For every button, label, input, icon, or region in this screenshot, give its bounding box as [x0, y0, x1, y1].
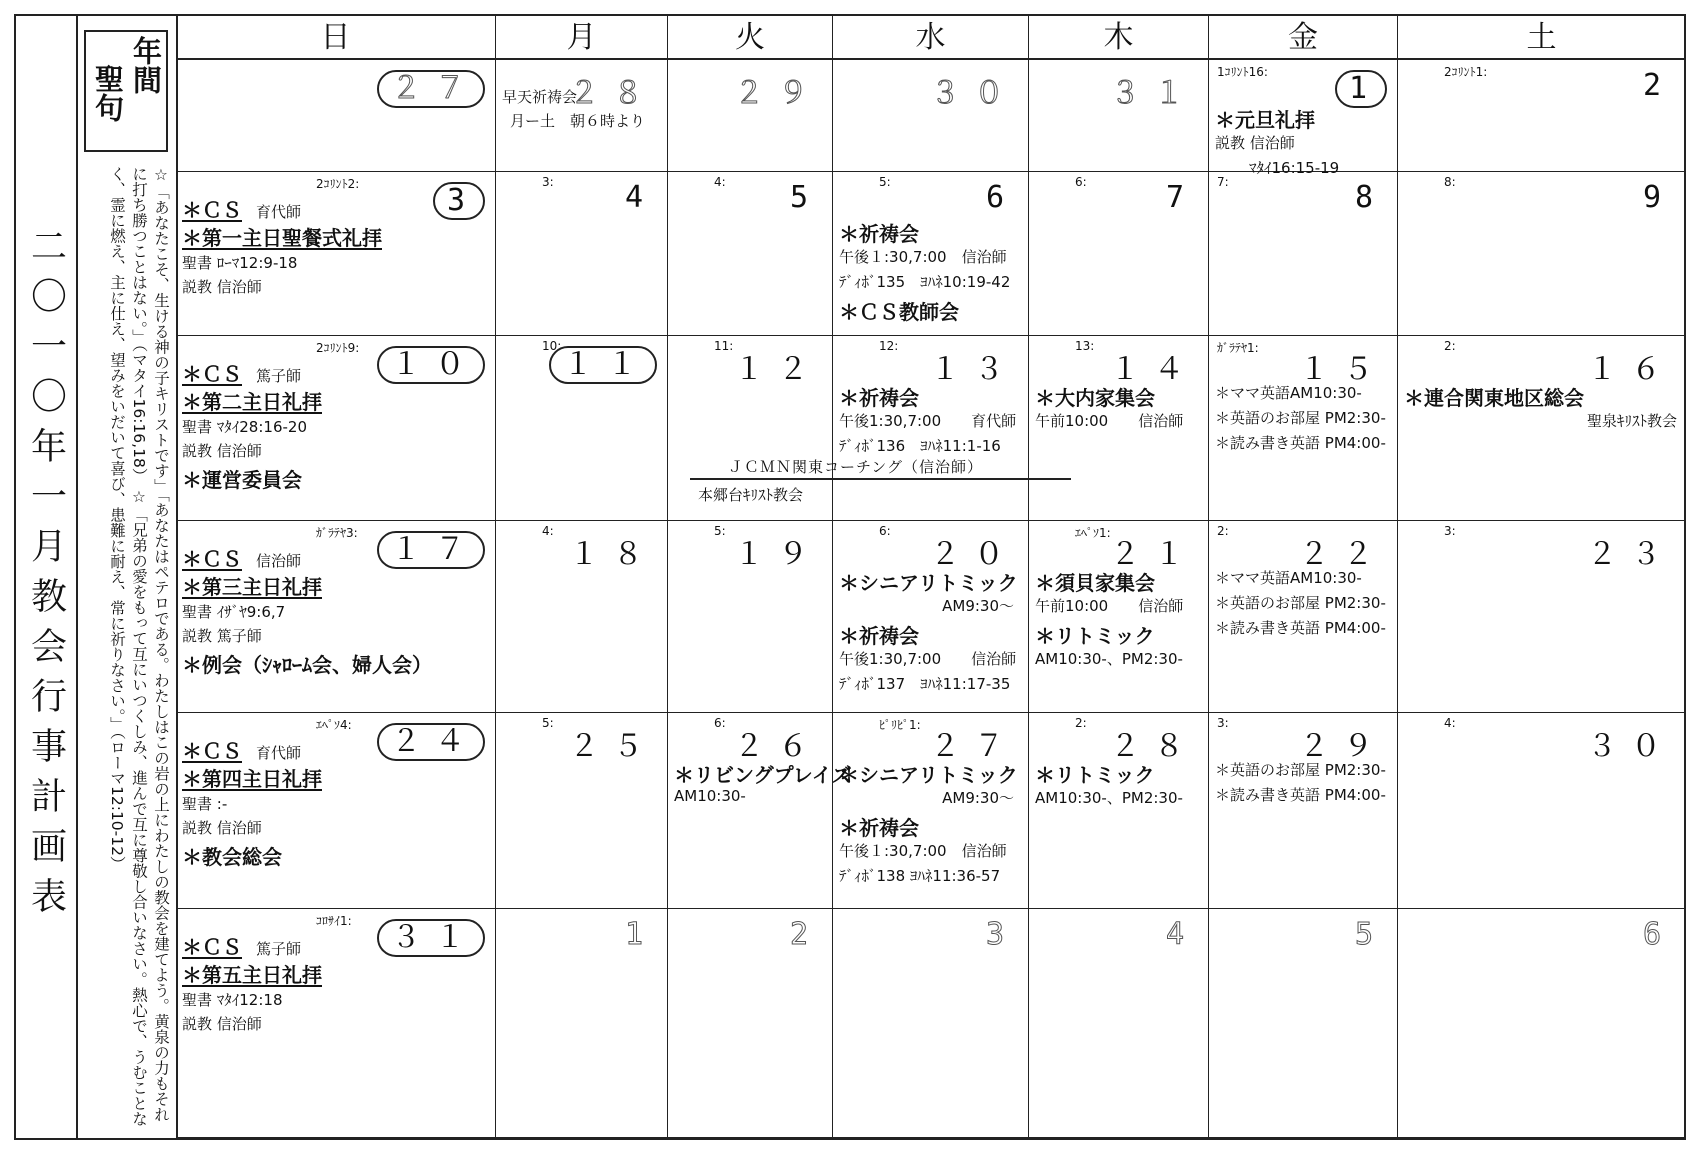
event-line: ﾃﾞｨﾎﾞ137 ﾖﾊﾈ11:17-35 [839, 675, 1011, 693]
scripture-line: 聖書 ｲｻﾞﾔ9:6,7 [182, 603, 286, 621]
daily-reading-ref: 6: [1075, 175, 1087, 189]
event-line: ＊英語のお部屋 PM2:30- [1215, 761, 1386, 779]
sermon-line: 説教 篤子師 [182, 627, 262, 645]
day-cell [1029, 521, 1209, 713]
annual-verse-column [76, 16, 178, 1138]
daily-reading-ref: ｴﾍﾟｿ4: [316, 718, 352, 732]
daily-reading-ref: 11: [714, 339, 734, 353]
daily-reading-ref: 8: [1444, 175, 1456, 189]
day-cell [496, 336, 668, 521]
day-number: ３１ [377, 919, 485, 957]
cs-line [182, 735, 301, 764]
event-line: AM10:30-、PM2:30- [1035, 650, 1183, 668]
day-cell [1209, 60, 1398, 177]
day-number: 4 [624, 180, 657, 215]
event-line: ﾃﾞｨﾎﾞ135 ﾖﾊﾈ10:19-42 [839, 273, 1011, 291]
day-cell [1398, 521, 1686, 713]
day-cell [833, 713, 1029, 909]
cs-line [182, 543, 301, 572]
event-title: ＊例会（ｼｬﾛｰﾑ会、婦人会） [182, 653, 432, 677]
daily-reading-ref: 6: [714, 716, 726, 730]
day-cell [1209, 521, 1398, 713]
event-line: AM9:30〜 [942, 789, 1014, 807]
day-number: ３１ [1110, 76, 1198, 111]
day-number: １９ [734, 537, 822, 572]
daily-reading-ref: 2: [1217, 524, 1229, 538]
day-number: ３０ [1587, 729, 1675, 764]
daily-reading-ref: 5: [542, 716, 554, 730]
day-number: ２９ [1299, 729, 1387, 764]
event-line: ﾏﾀｲ16:15-19 [1249, 159, 1340, 177]
daily-reading-ref: ｶﾞﾗﾃﾔ3: [316, 526, 358, 540]
day-number: １５ [1299, 352, 1387, 387]
daily-reading-ref: 2: [1444, 339, 1456, 353]
day-cell [668, 521, 833, 713]
sheet-title: 二〇一〇年一月教会行事計画表 [25, 227, 67, 927]
day-number: 8 [1354, 180, 1387, 215]
daily-reading-ref: 4: [1444, 716, 1456, 730]
verse-badge-line2: 聖句 [91, 64, 125, 122]
day-number: 3 [433, 182, 485, 220]
span-event-line [690, 478, 1071, 480]
day-number: 5 [789, 180, 822, 215]
day-number: ２７ [930, 729, 1018, 764]
day-cell [1398, 336, 1686, 521]
event-line: 早天祈祷会 [502, 88, 578, 106]
day-number: ２７ [377, 70, 485, 108]
calendar-grid [176, 16, 1684, 1138]
event-line: ＊英語のお部屋 PM2:30- [1215, 409, 1386, 427]
cs-teacher: 育代師 [256, 203, 302, 221]
day-number: 6 [1642, 917, 1675, 952]
day-cell [668, 172, 833, 336]
daily-reading-ref: ﾋﾟﾘﾋﾟ1: [879, 718, 921, 732]
day-cell [833, 909, 1029, 1138]
event-line: ＊読み書き英語 PM4:00- [1215, 434, 1386, 452]
day-cell [176, 172, 496, 336]
event-line: ＊ママ英語AM10:30- [1215, 384, 1362, 402]
day-number: １３ [930, 352, 1018, 387]
weekday-header: 土 [1398, 16, 1686, 60]
cs-label: ＊ＣＳ [182, 739, 242, 763]
daily-reading-ref: 1ｺﾘﾝﾄ16: [1217, 65, 1268, 79]
day-cell [176, 336, 496, 521]
sermon-line: 説教 信治師 [182, 819, 262, 837]
event-title: ＊シニアリトミック [839, 571, 1018, 595]
event-title: ＊リビングプレイズ [674, 763, 852, 787]
day-cell [833, 336, 1029, 521]
day-number: 4 [1165, 917, 1198, 952]
event-title: ＊元旦礼拝 [1215, 108, 1315, 132]
event-title: ＊シニアリトミック [839, 763, 1018, 787]
day-number: ２６ [734, 729, 822, 764]
scripture-line: 聖書 ﾛｰﾏ12:9-18 [182, 254, 298, 272]
day-cell [668, 60, 833, 172]
day-number: 2 [1642, 68, 1675, 103]
cs-teacher: 篤子師 [256, 367, 302, 385]
day-cell [1209, 336, 1398, 521]
day-number: ２８ [1110, 729, 1198, 764]
daily-reading-ref: 2ｺﾘﾝﾄ2: [316, 177, 360, 191]
annual-verse-text: ☆「あなたこそ、生ける神の子キリストです」「あなたはペテロである。わたしはこの岩の上にわたしの教会を建てよう。黄泉の力もそれに打ち勝つことはない。」（マタイ16:16,18） ☆「兄弟の愛をもって互にいつくしみ、進んで互に尊敬し合いなさい。熱心で、うむことなく、霊に燃え、主に仕え、望みをいだいて喜び、患難に耐え、常に祈りなさい。」（ローマ12:10-12） [108, 166, 170, 1127]
day-cell [496, 172, 668, 336]
cs-label: ＊ＣＳ [182, 547, 242, 571]
day-cell [496, 713, 668, 909]
scripture-line: 聖書 ﾏﾀｲ28:16-20 [182, 418, 307, 436]
event-line: AM9:30〜 [942, 597, 1014, 615]
event-title: ＊祈祷会 [839, 386, 919, 410]
daily-reading-ref: 2: [1075, 716, 1087, 730]
event-line: AM10:30- [674, 787, 746, 805]
weekday-header: 木 [1029, 16, 1209, 60]
day-cell [496, 521, 668, 713]
event-line: ＊英語のお部屋 PM2:30- [1215, 594, 1386, 612]
weekday-header: 日 [176, 16, 496, 60]
span-event-venue: 本郷台ｷﾘｽﾄ教会 [698, 486, 804, 504]
day-number: 6 [985, 180, 1018, 215]
event-title: ＊祈祷会 [839, 624, 919, 648]
weekday-header: 水 [833, 16, 1029, 60]
day-cell [1029, 60, 1209, 172]
event-line: 午後１:30,7:00 信治師 [839, 248, 1007, 266]
cs-teacher: 篤子師 [256, 940, 302, 958]
day-cell [1398, 60, 1686, 172]
verse-badge-line1: 年間 [129, 36, 163, 94]
sermon-line: 説教 信治師 [182, 442, 262, 460]
day-cell [668, 909, 833, 1138]
event-line: ＊読み書き英語 PM4:00- [1215, 619, 1386, 637]
daily-reading-ref: 2ｺﾘﾝﾄ1: [1444, 65, 1488, 79]
daily-reading-ref: 12: [879, 339, 899, 353]
day-number: ２４ [377, 723, 485, 761]
weekday-header: 火 [668, 16, 833, 60]
day-number: 5 [1354, 917, 1387, 952]
day-number: 2 [789, 917, 822, 952]
cs-label: ＊ＣＳ [182, 935, 242, 959]
day-number: １７ [377, 531, 485, 569]
day-cell [1029, 172, 1209, 336]
day-number: １２ [734, 352, 822, 387]
day-cell [1029, 909, 1209, 1138]
day-cell [1029, 336, 1209, 521]
event-title: ＊大内家集会 [1035, 386, 1155, 410]
cs-line [182, 194, 301, 223]
event-line: 説教 信治師 [1215, 134, 1295, 152]
span-event-label: ＪＣＭＮ関東コーチング（信治師） [728, 458, 983, 476]
day-number: １１ [549, 346, 657, 384]
day-cell [1209, 172, 1398, 336]
service-title: ＊第一主日聖餐式礼拝 [182, 226, 382, 250]
day-cell [176, 60, 496, 172]
day-number: ２１ [1110, 537, 1198, 572]
event-line: ＊ママ英語AM10:30- [1215, 569, 1362, 587]
day-cell [833, 521, 1029, 713]
cs-label: ＊ＣＳ [182, 198, 242, 222]
weekday-header: 月 [496, 16, 668, 60]
event-line: ＊読み書き英語 PM4:00- [1215, 786, 1386, 804]
event-line: 午後1:30,7:00 信治師 [839, 650, 1017, 668]
event-line: 午後１:30,7:00 信治師 [839, 842, 1007, 860]
day-cell [176, 521, 496, 713]
event-title: ＊祈祷会 [839, 816, 919, 840]
sermon-line: 説教 信治師 [182, 278, 262, 296]
day-number: ２８ [569, 76, 657, 111]
daily-reading-ref: ｶﾞﾗﾃﾔ1: [1217, 341, 1259, 355]
day-number: １６ [1587, 352, 1675, 387]
daily-reading-ref: 3: [1444, 524, 1456, 538]
event-line: AM10:30-、PM2:30- [1035, 789, 1183, 807]
cs-line [182, 358, 301, 387]
day-cell [833, 60, 1029, 172]
day-cell [833, 172, 1029, 336]
event-line: ﾃﾞｨﾎﾞ136 ﾖﾊﾈ11:1-16 [839, 437, 1001, 455]
annual-verse-badge [84, 30, 168, 152]
event-line: 午後1:30,7:00 育代師 [839, 412, 1017, 430]
day-cell [1398, 909, 1686, 1138]
day-number: ２２ [1299, 537, 1387, 572]
day-number: ２３ [1587, 537, 1675, 572]
day-number: 1 [624, 917, 657, 952]
event-line: 午前10:00 信治師 [1035, 597, 1184, 615]
event-title: ＊祈祷会 [839, 222, 919, 246]
daily-reading-ref: 2ｺﾘﾝﾄ9: [316, 341, 360, 355]
calendar-sheet [14, 14, 1686, 1140]
daily-reading-ref: ｴﾍﾟｿ1: [1075, 526, 1111, 540]
daily-reading-ref: ｺﾛｻｲ1: [316, 914, 352, 928]
day-number: １８ [569, 537, 657, 572]
event-title: ＊運営委員会 [182, 468, 302, 492]
service-title: ＊第四主日礼拝 [182, 767, 322, 791]
day-cell [1398, 713, 1686, 909]
day-cell [1029, 713, 1209, 909]
event-title: ＊須貝家集会 [1035, 571, 1155, 595]
weekday-header: 金 [1209, 16, 1398, 60]
day-cell [1398, 172, 1686, 336]
event-line: ﾃﾞｨﾎﾞ138 ﾖﾊﾈ11:36-57 [839, 867, 1001, 885]
daily-reading-ref: 4: [714, 175, 726, 189]
daily-reading-ref: 13: [1075, 339, 1095, 353]
day-number: ３０ [930, 76, 1018, 111]
daily-reading-ref: 10: [542, 339, 562, 353]
event-line: 午前10:00 信治師 [1035, 412, 1184, 430]
daily-reading-ref: 6: [879, 524, 891, 538]
service-title: ＊第三主日礼拝 [182, 575, 322, 599]
daily-reading-ref: 3: [542, 175, 554, 189]
daily-reading-ref: 4: [542, 524, 554, 538]
day-cell [496, 909, 668, 1138]
scripture-line: 聖書 :- [182, 795, 228, 813]
event-line: 月ー土 朝６時より [510, 112, 646, 130]
cs-teacher: 信治師 [256, 552, 302, 570]
day-cell [176, 713, 496, 909]
event-title: ＊連合関東地区総会 [1404, 386, 1584, 410]
event-title: ＊ＣＳ教師会 [839, 300, 959, 324]
day-number: 1 [1335, 70, 1387, 108]
day-number: １４ [1110, 352, 1198, 387]
event-line: 聖泉ｷﾘｽﾄ教会 [1586, 412, 1677, 430]
scripture-line: 聖書 ﾏﾀｲ12:18 [182, 991, 283, 1009]
daily-reading-ref: 5: [714, 524, 726, 538]
sermon-line: 説教 信治師 [182, 1015, 262, 1033]
event-title: ＊リトミック [1035, 624, 1155, 648]
daily-reading-ref: 5: [879, 175, 891, 189]
day-number: 3 [985, 917, 1018, 952]
day-number: １０ [377, 346, 485, 384]
event-title: ＊教会総会 [182, 845, 282, 869]
service-title: ＊第五主日礼拝 [182, 963, 322, 987]
day-cell [1209, 909, 1398, 1138]
daily-reading-ref: 3: [1217, 716, 1229, 730]
day-cell [176, 909, 496, 1138]
day-cell [1209, 713, 1398, 909]
sheet-title-column [16, 16, 78, 1138]
day-number: 7 [1165, 180, 1198, 215]
daily-reading-ref: 7: [1217, 175, 1229, 189]
service-title: ＊第二主日礼拝 [182, 390, 322, 414]
event-title: ＊リトミック [1035, 763, 1155, 787]
cs-teacher: 育代師 [256, 744, 302, 762]
cs-line [182, 931, 301, 960]
day-number: ２５ [569, 729, 657, 764]
day-number: ２９ [734, 76, 822, 111]
cs-label: ＊ＣＳ [182, 362, 242, 386]
day-number: 9 [1642, 180, 1675, 215]
day-number: ２０ [930, 537, 1018, 572]
day-cell [496, 60, 668, 172]
day-cell [668, 713, 852, 909]
